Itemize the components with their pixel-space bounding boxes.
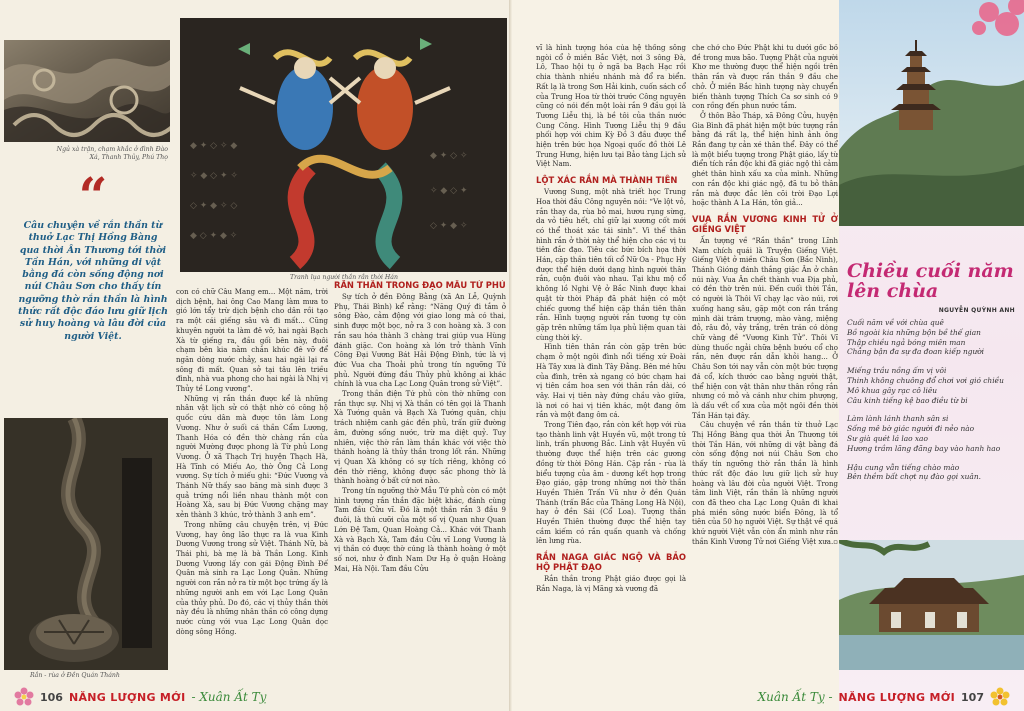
paragraph: Vương Sung, một nhà triết học Trung Hoa thời đầu Công nguyên nói: “Ve lột vỏ, rắn thay da, rùa bỏ mai, hươu rụng sừng, da vỏ tiêu hết, chỉ giữ lại xương cốt mới có thể thoát xác tái sinh”. Vì thế thân hình rắn ở thời này thể hiện cho các vị tu tiên đắc đạo. Tiêu các bức bích họa thời Hán, cặp thần tiên tối cổ Nữ Oa - Phục Hy được thể hiện dưới dạng hình người thân rắn, cuộn đuôi vào nhau. Tại khu mộ cổ không lồ Nghi Vệ ở Bắc Ninh được khai quật từ thời Pháp đã phát hiện có một chiếc gương thể hiện cặp thần tiên thân rắn. Hình tượng người rắn tương tự còn gặp trên những tấm lụa phủ liệm quan tài cùng thời kỳ. [536, 188, 686, 342]
poem-line: Thập chiều ngả bóng miên man [847, 337, 966, 347]
paragraph: Rắn thần trong Phật giáo được gọi là Rắn Naga, là vị Mãng xà vương đã [536, 575, 686, 593]
poem-title: Chiều cuối năm lên chùa [847, 260, 1014, 302]
magazine-brand: NĂNG LƯỢNG MỚI [68, 690, 186, 704]
silk-painting-image [180, 18, 507, 272]
svg-text:◇ ✦ ◆ ✧: ◇ ✦ ◆ ✧ [430, 221, 468, 231]
page-number: 106 [40, 690, 63, 704]
left-column-2 [334, 280, 506, 672]
poem-line: Sống mê bờ giác người đi nẻo nào [847, 424, 975, 434]
pagoda-photo [839, 0, 1024, 226]
temple-photo [839, 540, 1024, 670]
painting-caption: Tranh lụa người thần rắn thời Hán [290, 274, 398, 281]
right-folio [758, 685, 1010, 709]
poem-line: Sư già quét lá lao xao [847, 433, 928, 443]
right-page [512, 0, 1024, 711]
poem-line: Chẳng bận đa sự đa đoan kiếp người [847, 347, 985, 357]
poem-line: Thinh không chuông đổ chơi vơi gió chiều [847, 375, 1004, 385]
svg-text:◆ ◇ ✦ ◆ ✧: ◆ ◇ ✦ ◆ ✧ [190, 231, 238, 241]
poem-line: Mô khua gây rạc cô liêu [847, 385, 938, 395]
poem-line: Bồ ngoài kia những bộn bề thế gian [847, 327, 981, 337]
svg-text:◆ ✦ ◇ ✧: ◆ ✦ ◇ ✧ [430, 151, 468, 161]
paragraph: Câu chuyện về rắn thần từ thuở Lạc Thị Hồng Bàng qua thời Ân Thương tới thời Tần Hán, với những di vật bằng đá còn sống động nơi núi Châu Sơn cho thấy tín ngưỡng thờ rắn thần là hình thức rất độc đáo lưu giữ lịch sử huy hoàng và lâu đời của người Việt. Trong tâm linh Việt, rắn thần là những người con đã theo cha Lạc Long Quân đi khai phá miền sông nước biển Đông, là tổ tiên của 50 họ người Việt. Sự thật về quá khứ người Việt vẫn còn ẩn mình như rắn thần Kinh Vương Tử nơi Giếng Việt xưa.▫ [692, 421, 838, 546]
issue-label: - Xuân Ất Tỵ [191, 690, 267, 704]
poem-line: Hậu cung vẫn tiếng chào mào [847, 462, 960, 472]
poem-stanza [847, 463, 1019, 483]
paragraph: Trong tín ngưỡng thờ Mẫu Tứ phủ còn có một hình tượng rắn thần đặc biệt khác, đánh cùng Tam đầu Cửu vĩ. Đó là một thần rắn 3 đầu 9 đuôi, là thú cưỡi của một số vị Quan như Quan Lớn Đệ Tam, Quan Hoàng Cả... Khác với Thanh Xà và Bạch Xà, Tam đầu Cửu vĩ Long Vương là vị thần có được thờ cúng là thành hoàng ở một số nơi, như ở đình Nam Dư Hạ ở quận Hoàng Mai, Hà Nội. Tam đầu Cửu [334, 487, 506, 573]
svg-text:◇ ✦ ◆ ✧ ◇: ◇ ✦ ◆ ✧ ◇ [190, 201, 238, 211]
paragraph: Ấn tượng về “Rắn thần” trong Lĩnh Nam chích quái là Truyện Giếng Việt. Giếng Việt ở miền Châu Sơn (Bắc Ninh), Thánh Gióng đánh thắng giặc Ân ở chân núi này. Vua Ân chết thành vua Địa phủ, có đền thờ trên núi. Đến cuối thời Tần, có người là Thôi Vĩ chạy lạc vào núi, rơi xuống hang sâu, gặp một con rắn trắng mình dài trăm trượng, mào vàng, miệng đỏ, râu đỏ, vảy trắng, trên trán có dòng chữ vàng đề “Vương Kinh Tử”. Thôi Vĩ dùng thuốc ngải chữa bệnh bướu cổ cho rắn, nên được rắn dẫn khỏi hang... Ở Châu Sơn tới nay vẫn còn một bức tượng đá cổ, kích thước cao bằng người thật, thể hiện con vật thân như thân rồng rắn nhưng có mỏ và cánh như chim phượng, là dấu vết cổ xưa của một ngôi đền thời Tần Hán tại đây. [692, 236, 838, 420]
poem-stanza [847, 366, 1019, 405]
turtle-caption: Rắn - rùa ở Đền Quán Thánh [30, 672, 120, 679]
poem-body [847, 318, 1019, 491]
svg-text:✧ ◆ ◇ ✦: ✧ ◆ ◇ ✦ [430, 186, 468, 196]
paragraph: con có chữ Câu Mang em... Một năm, trời dịch bệnh, hai ông Cao Mang làm mưa to gió lớn tẩy trừ dịch bệnh cho dân rồi tạo ra một cái giếng sâu và đi mất... Cũng khuyên người ta làm đê vỡ, hai ngài Bạch Xà từ giếng ra, đầu gối bên này, đuôi chạm bên kia nằm chắn khúc đê vỡ để ngăn dòng nước chảy, sau hai ngài lại ra sông đi mất. Quan sở tại tâu lên triều đình, nhà vua phong cho hai ngài là Nhị vị Thủy tề Long vương”. [176, 288, 328, 394]
poem-line: Câu kinh tiếng kệ bao điều từ bi [847, 395, 968, 405]
left-folio [14, 685, 266, 709]
section-heading: LỘT XÁC RẮN MÀ THÀNH TIÊN [536, 175, 678, 186]
right-column-2 [692, 44, 838, 678]
paragraph: Hình tiên thân rắn còn gặp trên bức chạm ở một ngôi đình nổi tiếng xứ Đoài Hà Tây xưa là đình Tây Đằng. Bên mé hữu của đình, trên xà ngang có bức chạm hai vị tiên cầm hoa sen với thân rắn dài, có vây. Hai vị tiên này đứng chầu vào giữa, là nơi có hai vị tiên khác, một đang ôm rắn và một đang ôm cá. [536, 343, 686, 420]
poem-panel [839, 0, 1024, 711]
paragraph: Trong Tiên đạo, rắn còn kết hợp với rùa tạo thành linh vật Huyền vũ, một trong tứ linh, trấn phương Bắc. Linh vật Huyền vũ thường được thể hiện trên các gương đồng từ thời Đông Hán. Cặp rắn - rùa là biểu tượng của âm - dương kết hợp trong Đạo giáo, gặp trong những nơi thờ thần Huyền Thiên Trấn Vũ như ở đền Quán Thánh (trấn Bắc của Thăng Long Hà Nội), hay ở đền Sái (Cổ Loa). Tượng thần Huyền Thiên thường được thể hiện tay cầm kiếm có rắn quấn quanh và chống lên lưng rùa. [536, 421, 686, 546]
quote-mark: “ [78, 166, 108, 225]
issue-label: Xuân Ất Tỵ - [757, 690, 833, 704]
snake-turtle-image [4, 418, 168, 670]
quote-text: Câu chuyện về rắn thần từ thuở Lạc Thị Hồng Bàng qua thời Ân Thương tới thời Tần Hán, với những di vật bằng đá còn sống động nơi núi Châu Sơn cho thấy tín ngưỡng thờ rắn thần là hình thức rất độc đáo lưu giữ lịch sử huy hoàng và lâu đời của người Việt. [18, 220, 168, 342]
section-heading: RẮN THẦN TRONG ĐẠO MẪU TỨ PHỦ [334, 280, 506, 290]
poem-line: Cuối năm về với chùa quê [847, 318, 944, 327]
pull-quote [18, 166, 168, 398]
carving-caption: Ngủ xà trận, chạm khắc ở đình Đào Xá, Thanh Thủy, Phú Thọ [56, 146, 168, 161]
paragraph: che chở cho Đức Phật khi tu dưới gốc bồ đề trong mưa bão. Tượng Phật của người Khơ me thường được thể hiện ngồi trên thân rắn và được rắn thần 9 đầu che chở. Ở miền Bắc hình tượng này chuyển biến thành tượng Thích Ca sơ sinh có 9 con rồng đến phun nước tắm. [692, 44, 838, 111]
section-heading: VUA RẮN VƯƠNG KINH TỬ Ở GIẾNG VIỆT [692, 213, 838, 234]
paragraph: Trong những câu chuyện trên, vị Đức Vương, hay ông lão thực ra là vua Kinh Dương Vương trong sử Việt. Thánh Nữ, bà Thái phi, bà mẹ là bà Thần Long. Kinh Dương Vương lấy con gái Động Đình Đế Quân mà sinh ra Lạc Long Quân. Những người con rắn nở ra từ một bọc trứng ấy là những người anh em với Lạc Long Quân của thủy phủ. Do đó, các vị thủy thần thời này đều là những nhân thần có công dựng nước cùng với vua Lạc Long Quân dọc dòng sông Hồng. [176, 520, 328, 636]
poem-author: NGUYỄN QUỲNH ANH [938, 307, 1015, 314]
snake-turtle-photo [4, 418, 168, 670]
svg-text:◆ ✦ ◇ ✧ ◆: ◆ ✦ ◇ ✧ ◆ [190, 141, 238, 151]
svg-text:✧ ◆ ◇ ✦ ✧: ✧ ◆ ◇ ✦ ✧ [190, 171, 238, 181]
right-column-1 [536, 44, 686, 678]
poem-line: Làm lành lánh thanh sân si [847, 414, 949, 424]
poem-line: Hương trầm lãng đãng bay vào hanh hao [847, 443, 1001, 453]
left-column-1 [176, 288, 328, 670]
plum-blossom-icon [14, 687, 34, 707]
paragraph: Trong thần điện Tứ phủ còn thờ những con rắn thực sự. Nhị vị Xà thần có tên gọi là Thanh Xà Tướng quân và Bạch Xà Tướng quân, chịu trách nhiệm canh gác đền phủ, trấn giữ đường âm, đường sống nước, trừ ma diệt quỷ. Tuy nhiên, việc thờ rắn làm thần khác với việc thờ thánh hoàng là thủy thần trong lốt rắn. Những vị Quan Xà không có sự tích riêng, không có đền thờ riêng, không được sắc phong thờ là thành hoàng ở bất cứ nơi nào. [334, 390, 506, 486]
silk-painting-photo [180, 18, 507, 272]
paragraph: vĩ là hình tượng hóa của hệ thống sông ngòi cổ ở miền Bắc Việt, nơi 3 sông Đà, Lô, Thao hội tụ ở ngã ba Bạch Hạc rồi chia thành nhiều nhánh mà đổ ra biển. Rất lạ là trong Sơn Hải kinh, cuốn sách cổ của Trung Hoa từ thời trước Công nguyên cũng có nói đến một loài rắn 9 đầu gọi là Tương Liễu thị, là bề tôi của thần nước Cung Công. Hình Tương Liễu thị 9 đầu phối hợp với chim Kỳ Đồ 3 đầu được thể hiện trên bức họa Ngoại quốc đồ thời Lê Trung Hưng, hiện lưu tại Bảo tàng Lịch sử Việt Nam. [536, 44, 686, 169]
paragraph: Ở thôn Bảo Tháp, xã Đông Cửu, huyện Gia Bình đã phát hiện một bức tượng rắn bằng đá rất lạ, thể hiện hình ảnh ông Rắn đang tự cản xé thân thể. Đây có thể là một biểu tượng trong Phật giáo, lấy từ điển tích rắn độc khi đã giác ngộ thì cảm ghét thân hình xấu xa của mình. Những con rắn độc khi giác ngộ, đã tu bỏ thân rắn mà được đắc lên cõi trời Đạo Lợi hoặc thành A La Hán, tôn giả... [692, 111, 838, 208]
paragraph: Những vị rắn thần được kể là những nhân vật lịch sử có thật nhờ có công hộ quốc cứu dân mà được tôn làm Long Vương. Như ở suối cá thần Cẩm Lương, Thanh Hóa có đền thờ chàng rắn của người Mường được phong là Từ phủ Long Vương. Ở xã Thạch Trị huyện Thạch Hà, Hà Tĩnh có Miếu Ao, thờ Ông Cả Long vương. Sự tích ở miếu ghi: “Đức Vương và Thánh Nữ thấy sao băng mà sinh được 3 quả trứng nổi liền nhau thành một con Hoàng Xà, sau bị Đức Vương chặng may xẻn thành 3 khúc, trở thành 3 anh em”. [176, 394, 328, 520]
poem-stanza [847, 318, 1019, 357]
apricot-blossom-icon [990, 687, 1010, 707]
poem-line: Miếng trầu nồng ấm vị vôi [847, 366, 947, 376]
poem-line: Bên thềm bất chợt nụ đào gọi xuân. [847, 472, 981, 482]
paragraph: Sự tích ở đền Đông Bằng (xã An Lễ, Quỳnh Phụ, Thái Bình) kể rằng: “Năng Quý đi tắm ở sông Đào, cảm động với giao long mà có thai, sinh được một bọc, nở ra 3 con hoàng xà. 3 con rắn sau hóa thành 3 chàng trai giúp vua Hùng đánh giặc. Con hoàng xà lớn trở thành Vĩnh Công Đại Vương Bát Hải Động Đình, tức là vị đức Vua cha Thoải phủ trong tín ngưỡng Tứ phủ. Người đứng đầu Thủy phủ không ai khác chính là vua cha Lạc Long Quân trong sử Việt”. [334, 293, 506, 389]
page-number: 107 [961, 690, 984, 704]
poem-stanza [847, 414, 1019, 453]
magazine-brand: NĂNG LƯỢNG MỚI [838, 690, 956, 704]
section-heading: RẮN NAGA GIÁC NGỘ VÀ BẢO HỘ PHẬT ĐẠO [536, 552, 686, 573]
carving-photo [4, 40, 170, 142]
carving-image [4, 40, 170, 142]
